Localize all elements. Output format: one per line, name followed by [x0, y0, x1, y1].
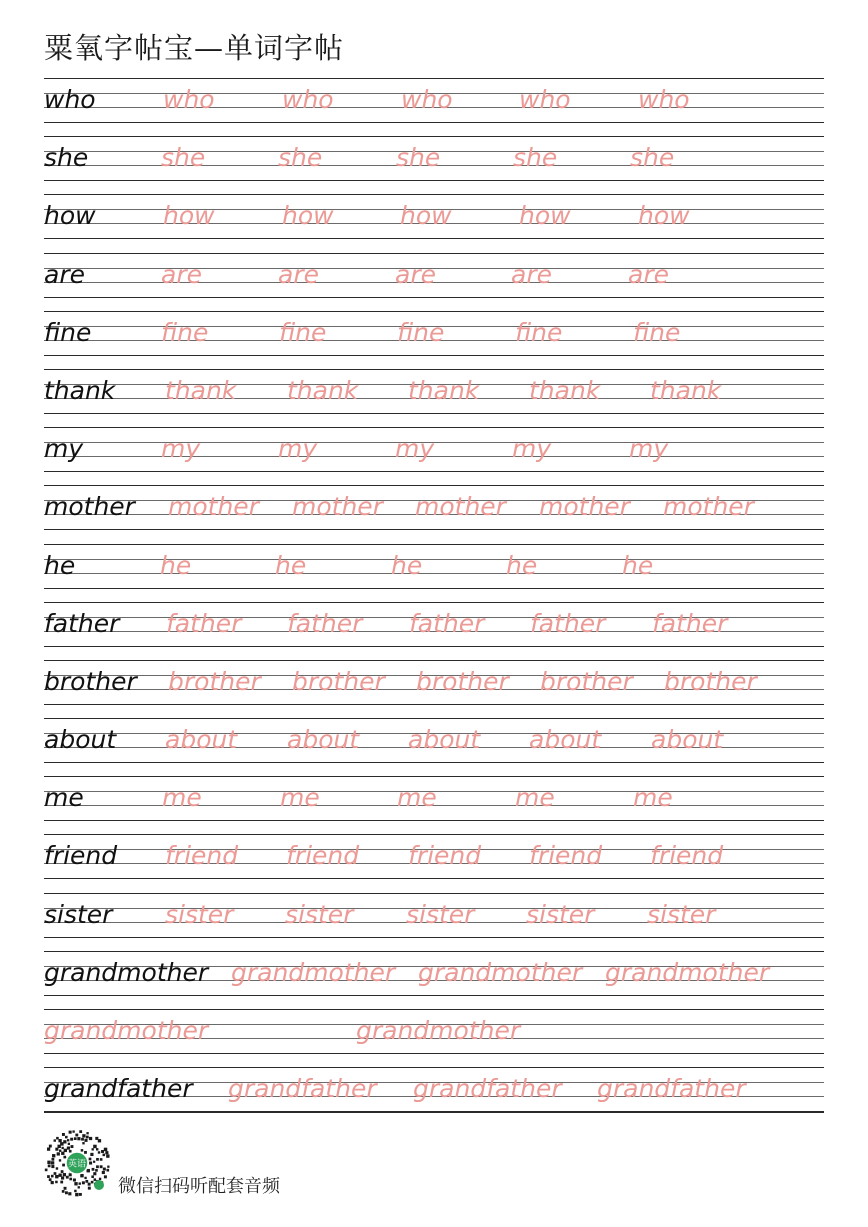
- trace-word: father: [166, 608, 242, 638]
- model-word: my: [44, 434, 84, 464]
- trace-word: how: [400, 201, 452, 231]
- guide-line: [44, 660, 824, 661]
- trace-word: fine: [161, 317, 209, 347]
- model-word: brother: [44, 666, 137, 696]
- practice-row: [44, 602, 824, 660]
- trace-word: my: [161, 434, 201, 464]
- guide-line: [44, 180, 824, 181]
- trace-word: mother: [663, 492, 754, 522]
- guide-line: [44, 588, 824, 589]
- model-word: he: [44, 550, 76, 580]
- trace-word: he: [275, 550, 307, 580]
- trace-word: me: [162, 783, 202, 813]
- practice-row: [44, 136, 824, 194]
- guide-line: [44, 122, 824, 123]
- practice-row: [44, 834, 824, 892]
- guide-line: [44, 820, 824, 821]
- trace-word: me: [397, 783, 437, 813]
- trace-word: how: [519, 201, 571, 231]
- scan-instruction: 微信扫码听配套音频: [118, 1176, 280, 1197]
- trace-word: fine: [633, 317, 681, 347]
- trace-word: thank: [408, 375, 480, 405]
- guide-line: [44, 1112, 824, 1113]
- trace-word: grandmother: [44, 1016, 209, 1045]
- trace-word: thank: [165, 375, 237, 405]
- guide-line: [44, 355, 824, 356]
- practice-row: [44, 660, 824, 718]
- model-word: grandmother: [44, 957, 209, 987]
- trace-word: who: [638, 85, 690, 114]
- trace-word: how: [163, 201, 215, 231]
- trace-word: who: [163, 85, 215, 114]
- trace-word: mother: [539, 492, 630, 522]
- trace-word: are: [278, 259, 319, 289]
- trace-word: he: [160, 550, 192, 580]
- practice-row: [44, 311, 824, 369]
- trace-word: are: [395, 259, 436, 289]
- trace-word: sister: [165, 899, 234, 929]
- guide-line: [44, 471, 824, 472]
- trace-word: sister: [406, 899, 475, 929]
- practice-row: [44, 1009, 824, 1067]
- trace-word: brother: [292, 666, 385, 696]
- guide-line: [44, 937, 824, 938]
- trace-word: about: [651, 725, 724, 755]
- practice-row: [44, 1067, 824, 1125]
- trace-word: sister: [526, 899, 595, 929]
- trace-word: who: [401, 85, 453, 114]
- trace-word: mother: [292, 492, 383, 522]
- trace-word: fine: [515, 317, 563, 347]
- page-title: 粟氧字帖宝—单词字帖: [44, 31, 345, 65]
- model-word: about: [44, 725, 117, 755]
- trace-word: she: [630, 143, 675, 173]
- trace-word: grandmother: [605, 957, 770, 987]
- trace-word: brother: [664, 666, 757, 696]
- trace-word: me: [633, 783, 673, 813]
- trace-word: friend: [408, 841, 482, 871]
- model-word: mother: [44, 492, 135, 522]
- trace-word: fine: [279, 317, 327, 347]
- model-word: grandfather: [44, 1074, 193, 1104]
- trace-word: friend: [165, 841, 239, 871]
- guide-line: [44, 1067, 824, 1068]
- guide-line: [44, 1009, 824, 1010]
- trace-word: about: [287, 725, 360, 755]
- trace-word: she: [396, 143, 441, 173]
- model-word: are: [44, 259, 85, 289]
- trace-word: friend: [529, 841, 603, 871]
- guide-line: [44, 413, 824, 414]
- guide-line: [44, 776, 824, 777]
- trace-word: sister: [285, 899, 354, 929]
- practice-row: [44, 253, 824, 311]
- trace-word: about: [165, 725, 238, 755]
- trace-word: thank: [650, 375, 722, 405]
- guide-line: [44, 602, 824, 603]
- trace-word: me: [280, 783, 320, 813]
- trace-word: mother: [415, 492, 506, 522]
- guide-line: [44, 544, 824, 545]
- practice-row: [44, 194, 824, 252]
- trace-word: grandfather: [228, 1074, 377, 1104]
- guide-line: [44, 718, 824, 719]
- trace-word: are: [628, 259, 669, 289]
- trace-word: thank: [529, 375, 601, 405]
- trace-word: he: [391, 550, 423, 580]
- model-word: who: [44, 85, 96, 114]
- guide-line: [44, 529, 824, 530]
- trace-word: father: [652, 608, 728, 638]
- model-word: me: [44, 783, 84, 813]
- trace-word: about: [529, 725, 602, 755]
- trace-word: are: [511, 259, 552, 289]
- guide-line: [44, 893, 824, 894]
- practice-row: [44, 369, 824, 427]
- trace-word: sister: [647, 899, 716, 929]
- qr-code-icon[interactable]: [42, 1128, 112, 1198]
- guide-line: [44, 194, 824, 195]
- guide-line: [44, 762, 824, 763]
- trace-word: how: [282, 201, 334, 231]
- guide-line: [44, 369, 824, 370]
- practice-row: [44, 544, 824, 602]
- model-word: sister: [44, 899, 113, 929]
- model-word: friend: [44, 841, 118, 871]
- trace-word: my: [278, 434, 318, 464]
- guide-line: [44, 297, 824, 298]
- guide-line: [44, 834, 824, 835]
- guide-line: [44, 951, 824, 952]
- model-word: thank: [44, 375, 116, 405]
- guide-line: [44, 995, 824, 996]
- guide-line: [44, 704, 824, 705]
- model-word: father: [44, 608, 120, 638]
- trace-word: fine: [397, 317, 445, 347]
- trace-word: mother: [168, 492, 259, 522]
- guide-line: [44, 238, 824, 239]
- trace-word: my: [629, 434, 669, 464]
- practice-row: [44, 485, 824, 543]
- guide-line: [44, 485, 824, 486]
- guide-line: [44, 1053, 824, 1054]
- practice-row: [44, 718, 824, 776]
- trace-word: she: [278, 143, 323, 173]
- guide-line: [44, 136, 824, 137]
- trace-word: who: [282, 85, 334, 114]
- footer: [42, 1128, 442, 1200]
- model-word: how: [44, 201, 96, 231]
- copybook-sheet: [44, 78, 824, 1125]
- trace-word: grandmother: [356, 1016, 521, 1045]
- trace-word: who: [519, 85, 571, 114]
- trace-word: grandfather: [597, 1074, 746, 1104]
- guide-line: [44, 253, 824, 254]
- trace-word: my: [512, 434, 552, 464]
- trace-word: my: [395, 434, 435, 464]
- trace-word: father: [287, 608, 363, 638]
- trace-word: thank: [287, 375, 359, 405]
- guide-line: [44, 78, 824, 79]
- trace-word: how: [638, 201, 690, 231]
- model-word: she: [44, 143, 89, 173]
- trace-word: brother: [540, 666, 633, 696]
- trace-word: me: [515, 783, 555, 813]
- trace-word: brother: [416, 666, 509, 696]
- trace-word: grandmother: [418, 957, 583, 987]
- trace-word: brother: [168, 666, 261, 696]
- guide-line: [44, 878, 824, 879]
- trace-word: he: [506, 550, 538, 580]
- trace-word: grandfather: [413, 1074, 562, 1104]
- trace-word: she: [161, 143, 206, 173]
- trace-word: friend: [650, 841, 724, 871]
- trace-word: grandmother: [231, 957, 396, 987]
- practice-row: [44, 78, 824, 136]
- model-word: fine: [44, 317, 92, 347]
- guide-line: [44, 427, 824, 428]
- trace-word: she: [513, 143, 558, 173]
- trace-word: are: [161, 259, 202, 289]
- trace-word: father: [409, 608, 485, 638]
- guide-line: [44, 646, 824, 647]
- practice-row: [44, 951, 824, 1009]
- trace-word: father: [530, 608, 606, 638]
- practice-row: [44, 776, 824, 834]
- trace-word: he: [622, 550, 654, 580]
- qr-badge-label: 英语: [67, 1159, 87, 1170]
- practice-row: [44, 427, 824, 485]
- trace-word: about: [408, 725, 481, 755]
- guide-line: [44, 311, 824, 312]
- trace-word: friend: [286, 841, 360, 871]
- practice-row: [44, 893, 824, 951]
